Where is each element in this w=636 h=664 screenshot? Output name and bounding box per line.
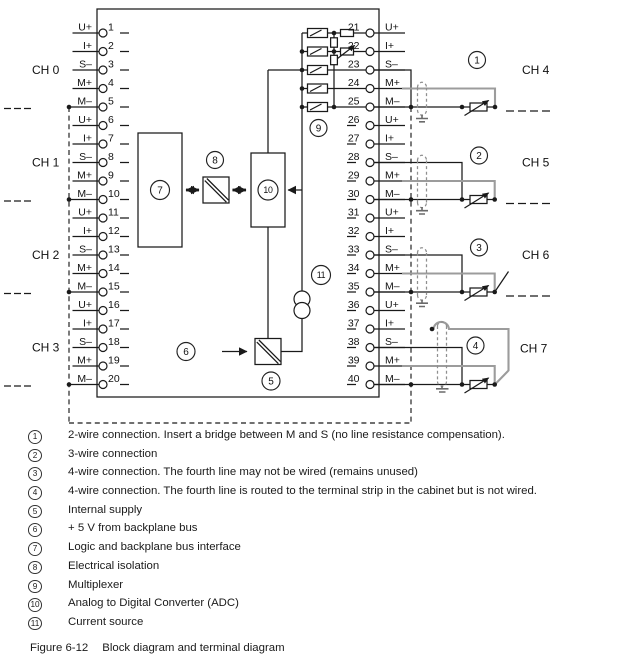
terminal-label: S– [385,58,398,71]
terminal-row-left-5 [69,96,129,112]
terminal-number: 4 [108,77,114,89]
terminal-screw-35 [366,288,374,296]
terminal-label: U+ [385,114,399,126]
legend-ref-circle: 6 [28,523,42,537]
label-ch5: CH 5 [522,155,550,170]
terminal-row-left-6 [73,114,130,130]
terminal-label: M+ [77,77,92,89]
terminal-row-right-26 [347,114,405,130]
terminal-number: 13 [108,243,120,256]
legend-item-8 [0,560,636,579]
unused-fourth-wire [495,272,509,293]
terminal-number: 17 [108,317,120,330]
terminal-number: 18 [108,336,120,348]
terminal-label: S– [79,336,92,348]
terminal-number: 25 [347,95,360,108]
legend-item-11 [0,616,636,635]
legend-item-2 [0,448,636,467]
channel-separator-dashes [4,109,31,387]
label-ch6: CH 6 [522,248,550,262]
label-ch2: CH 2 [32,248,60,262]
figure-label: Figure 6-12 [30,642,89,654]
terminal-label: S– [385,243,398,256]
terminal-label: M+ [385,169,400,182]
legend-text: Logic and backplane bus interface [68,541,241,554]
terminal-number: 5 [108,95,114,108]
terminal-screw-34 [366,270,374,278]
terminal-row-right-30 [347,188,405,204]
terminal-label: U+ [385,299,399,311]
terminal-row-left-2 [73,40,130,56]
label-ch7: CH 7 [520,341,548,356]
terminal-label: M– [77,280,92,293]
terminal-label: I+ [385,225,395,237]
terminal-screw-24 [366,85,374,93]
terminal-row-right-34 [347,262,402,278]
terminal-screw-12 [99,233,107,241]
terminal-number: 6 [108,114,114,126]
legend-item-10 [0,597,636,616]
terminal-screw-37 [366,325,374,333]
legend-ref-circle: 8 [28,561,42,575]
terminal-screw-36 [366,307,374,315]
terminal-number: 36 [347,299,360,311]
current-source-symbol [294,303,310,319]
left-terminal-block [69,22,129,389]
terminal-label: U+ [78,21,92,34]
terminal-row-right-38 [347,336,405,352]
terminal-number: 31 [347,206,360,219]
legend [0,429,636,635]
terminal-number: 24 [347,77,360,89]
terminal-label: M– [385,280,400,293]
label-ch3: CH 3 [32,340,60,355]
ref-6: 6 [183,347,189,358]
legend-item-6 [0,522,636,541]
legend-ref-circle: 4 [28,486,42,500]
terminal-row-left-19 [73,355,130,371]
terminal-screw-10 [99,196,107,204]
terminal-screw-26 [366,122,374,130]
legend-text: 4-wire connection. The fourth line is routed to the terminal strip in the cabinet but is not wired. [68,485,537,498]
terminal-row-left-16 [73,299,130,315]
terminal-screw-25 [366,103,374,111]
terminal-row-left-17 [73,318,130,334]
terminal-label: U+ [385,21,399,34]
terminal-row-left-12 [73,225,130,241]
legend-text: Current source [68,615,144,628]
cable-shield [418,82,427,115]
terminal-number: 34 [347,262,360,274]
terminal-row-right-22 [348,40,405,56]
terminal-label: U+ [78,114,92,126]
terminal-screw-20 [99,381,107,389]
terminal-label: M– [77,373,92,385]
terminal-number: 11 [108,206,119,219]
terminal-number: 9 [108,169,114,182]
terminal-screw-21 [366,29,374,37]
legend-item-7 [0,541,636,560]
terminal-label: S– [79,58,92,71]
legend-item-1 [0,429,636,448]
ref-1: 1 [474,55,480,67]
terminal-screw-4 [99,85,107,93]
terminal-label: M– [385,95,400,108]
terminal-number: 32 [347,225,360,237]
terminal-row-left-9 [73,170,130,186]
legend-ref-circle: 11 [28,617,42,631]
terminal-label: M+ [77,169,92,182]
terminal-label: I+ [82,225,92,237]
terminal-label: S– [385,336,398,348]
terminal-row-left-7 [73,133,130,149]
terminal-label: S– [385,151,398,163]
terminal-row-left-4 [73,77,130,93]
terminal-number: 37 [347,317,360,330]
terminal-row-left-15 [69,281,129,297]
ground-symbol [416,300,428,307]
terminal-screw-40 [366,381,374,389]
terminal-row-right-27 [347,133,405,149]
cable-shield [438,322,447,386]
terminal-screw-29 [366,177,374,185]
terminal-screw-14 [99,270,107,278]
terminal-row-left-18 [73,336,130,352]
terminal-screw-16 [99,307,107,315]
legend-text: Electrical isolation [68,559,160,572]
legend-ref-circle: 5 [28,505,42,519]
terminal-screw-2 [99,48,107,56]
terminal-screw-27 [366,140,374,148]
terminal-label: I+ [82,317,92,330]
terminal-number: 3 [108,58,114,71]
legend-text: Internal supply [68,503,143,516]
internal-supply-block [255,339,281,365]
terminal-number: 40 [347,373,360,385]
legend-ref-circle: 10 [28,598,42,612]
ground-symbol [416,207,428,214]
terminal-row-right-37 [347,318,405,334]
terminal-row-left-11 [73,207,130,223]
electrical-isolation-block [203,177,229,203]
terminal-row-right-25 [348,96,405,112]
terminal-number: 29 [347,169,360,182]
terminal-screw-3 [99,66,107,74]
terminal-row-left-8 [73,151,130,167]
terminal-row-right-31 [347,207,405,223]
ch4-wiring [374,70,550,122]
legend-ref-circle: 1 [28,430,42,444]
terminal-row-right-40 [347,373,405,389]
ref-5: 5 [268,376,274,388]
legend-ref-circle: 3 [28,467,42,481]
terminal-number: 20 [108,373,120,385]
terminal-screw-22 [366,48,374,56]
legend-text: 3-wire connection [68,447,158,460]
terminal-screw-5 [99,103,107,111]
terminal-number: 1 [108,21,114,34]
terminal-number: 26 [347,114,360,126]
legend-ref-circle: 7 [28,542,42,556]
terminal-screw-33 [366,251,374,259]
resistor [331,55,338,64]
terminal-row-right-35 [347,281,405,297]
terminal-label: M– [385,188,400,200]
terminal-row-right-36 [347,299,405,315]
terminal-label: I+ [82,132,92,145]
cabinet-dashed-line [69,107,411,423]
terminal-label: M+ [77,262,92,274]
terminal-label: M+ [385,354,400,367]
terminal-number: 23 [347,58,360,71]
terminal-number: 35 [347,280,360,293]
terminal-number: 12 [108,225,120,237]
terminal-row-right-24 [348,77,402,93]
terminal-row-right-32 [347,225,405,241]
legend-item-4 [0,485,636,504]
terminal-number: 14 [108,262,120,274]
label-ch1: CH 1 [32,155,60,170]
ref-2: 2 [476,151,482,162]
terminal-label: M– [77,188,92,200]
terminal-row-left-1 [73,22,130,38]
terminal-number: 7 [108,132,114,145]
terminal-label: I+ [385,132,395,145]
right-terminal-block [347,22,405,389]
ref-4: 4 [472,341,479,352]
terminal-number: 30 [347,188,360,200]
figure-title: Block diagram and terminal diagram [102,642,285,654]
ref-11: 11 [316,270,326,281]
terminal-screw-30 [366,196,374,204]
routed-fourth-wire [432,322,509,384]
legend-item-3 [0,466,636,485]
terminal-label: I+ [385,317,395,330]
terminal-label: S– [79,243,92,256]
terminal-row-right-29 [347,170,402,186]
resistor [331,38,338,47]
terminal-screw-19 [99,362,107,370]
terminal-number: 33 [347,243,360,256]
legend-ref-circle: 9 [28,580,42,594]
terminal-label: U+ [78,299,92,311]
terminal-number: 21 [347,21,360,34]
terminal-number: 15 [108,280,120,293]
ref-3: 3 [476,243,482,254]
terminal-number: 27 [347,132,360,145]
ground-symbol [416,115,428,122]
ref-10: 10 [263,185,273,196]
terminal-label: M+ [385,262,400,274]
terminal-screw-1 [99,29,107,37]
terminal-number: 16 [108,299,120,311]
terminal-screw-7 [99,140,107,148]
terminal-label: S– [79,151,92,163]
terminal-label: M– [77,95,92,108]
terminal-screw-11 [99,214,107,222]
terminal-screw-6 [99,122,107,130]
terminal-row-right-21 [348,22,405,38]
terminal-screw-23 [366,66,374,74]
figure-caption [30,642,285,654]
terminal-label: M– [385,373,400,385]
terminal-row-right-23 [348,59,405,75]
terminal-screw-39 [366,362,374,370]
legend-text: Analog to Digital Converter (ADC) [68,597,239,610]
terminal-label: M+ [385,77,400,89]
ground-symbol [436,386,449,392]
terminal-row-right-33 [347,244,405,260]
terminal-row-right-28 [347,151,405,167]
terminal-screw-15 [99,288,107,296]
terminal-label: U+ [385,206,399,219]
terminal-number: 28 [347,151,360,163]
terminal-screw-28 [366,159,374,167]
terminal-label: I+ [385,40,395,52]
terminal-row-right-39 [347,355,402,371]
label-ch4: CH 4 [522,63,550,77]
terminal-row-left-20 [69,373,129,389]
terminal-label: U+ [78,206,92,219]
terminal-row-left-10 [69,188,129,204]
legend-text: 4-wire connection. The fourth line may not be wired (remains unused) [68,466,418,479]
terminal-screw-32 [366,233,374,241]
terminal-label: I+ [82,40,92,52]
terminal-label: M+ [77,354,92,367]
terminal-number: 8 [108,151,114,163]
legend-item-9 [0,579,636,598]
terminal-screw-18 [99,344,107,352]
terminal-screw-8 [99,159,107,167]
terminal-row-left-13 [73,244,130,260]
terminal-screw-17 [99,325,107,333]
terminal-number: 10 [108,188,120,200]
terminal-row-left-14 [73,262,130,278]
terminal-screw-31 [366,214,374,222]
legend-item-5 [0,504,636,523]
ref-7: 7 [157,185,163,197]
legend-text: Multiplexer [68,578,124,591]
terminal-number: 38 [347,336,360,348]
ref-8: 8 [212,155,218,167]
terminal-number: 22 [347,40,360,52]
terminal-number: 2 [108,40,114,52]
terminal-screw-9 [99,177,107,185]
terminal-row-left-3 [73,59,130,75]
legend-ref-circle: 2 [28,449,42,463]
label-ch0: CH 0 [32,63,60,77]
ref-9: 9 [315,123,322,135]
terminal-screw-38 [366,344,374,352]
terminal-number: 39 [347,354,360,367]
legend-text: 2-wire connection. Insert a bridge between M and S (no line resistance compensation). [68,429,505,441]
terminal-screw-13 [99,251,107,259]
legend-text: + 5 V from backplane bus [68,522,198,535]
terminal-number: 19 [108,354,120,367]
